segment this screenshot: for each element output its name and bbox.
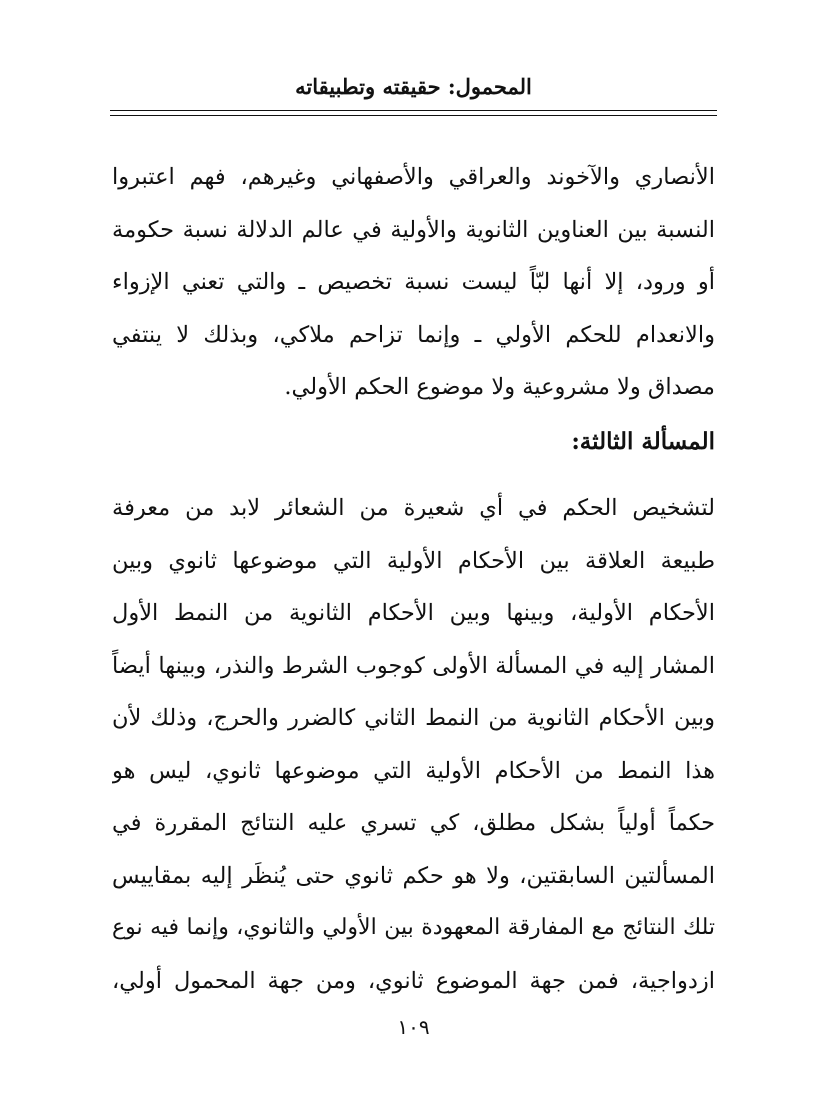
paragraph-line: حكماً أولياً بشكل مطلق، كي تسري عليه النتائج المقررة في [112, 810, 715, 836]
paragraph-line: مصداق ولا مشروعية ولا موضوع الحكم الأولي. [284, 374, 715, 400]
paragraph-line: تلك النتائج مع المفارقة المعهودة بين الأولي والثانوي، وإنما فيه نوع [112, 915, 715, 940]
header-rule-top [110, 110, 717, 111]
paragraph-line: النسبة بين العناوين الثانوية والأولية في عالم الدلالة نسبة حكومة [112, 216, 715, 243]
paragraph-line: المشار إليه في المسألة الأولى كوجوب الشرط والنذر، وبينها أيضاً [112, 652, 715, 679]
header-rule-bottom [110, 115, 717, 116]
paragraph-line: الأنصاري والآخوند والعراقي والأصفهاني وغيرهم، فهم اعتبروا [112, 164, 715, 190]
paragraph-1 [112, 151, 715, 414]
paragraph-line: المسألتين السابقتين، ولا هو حكم ثانوي حتى يُنظَر إليه بمقاييس [112, 862, 715, 889]
paragraph-line: طبيعة العلاقة بين الأحكام الأولية التي موضوعها ثانوي وبين [112, 547, 715, 574]
section-heading: المسألة الثالثة: [571, 428, 715, 455]
paragraph-line: والانعدام للحكم الأولي ـ وإنما تزاحم ملاكي، وبذلك لا ينتفي [112, 321, 715, 348]
paragraph-line: أو ورود، إلا أنها لبّاً ليست نسبة تخصيص ـ والتي تعني الإزواء [112, 269, 715, 295]
paragraph-line: وبين الأحكام الثانوية من النمط الثاني كالضرر والحرج، وذلك لأن [112, 705, 715, 731]
paragraph-line: لتشخيص الحكم في أي شعيرة من الشعائر لابد من معرفة [112, 495, 715, 521]
paragraph-line: هذا النمط من الأحكام الأولية التي موضوعها ثانوي، ليس هو [112, 757, 715, 784]
paragraph-2 [112, 482, 715, 1007]
running-header: المحمول: حقيقته وتطبيقاته [295, 74, 532, 99]
paragraph-line: الأحكام الأولية، وبينها وبين الأحكام الثانوية من النمط الأول [112, 600, 715, 626]
page-number: ١٠٩ [397, 1015, 430, 1039]
paragraph-line: ازدواجية، فمن جهة الموضوع ثانوي، ومن جهة المحمول أولي، [112, 967, 715, 994]
